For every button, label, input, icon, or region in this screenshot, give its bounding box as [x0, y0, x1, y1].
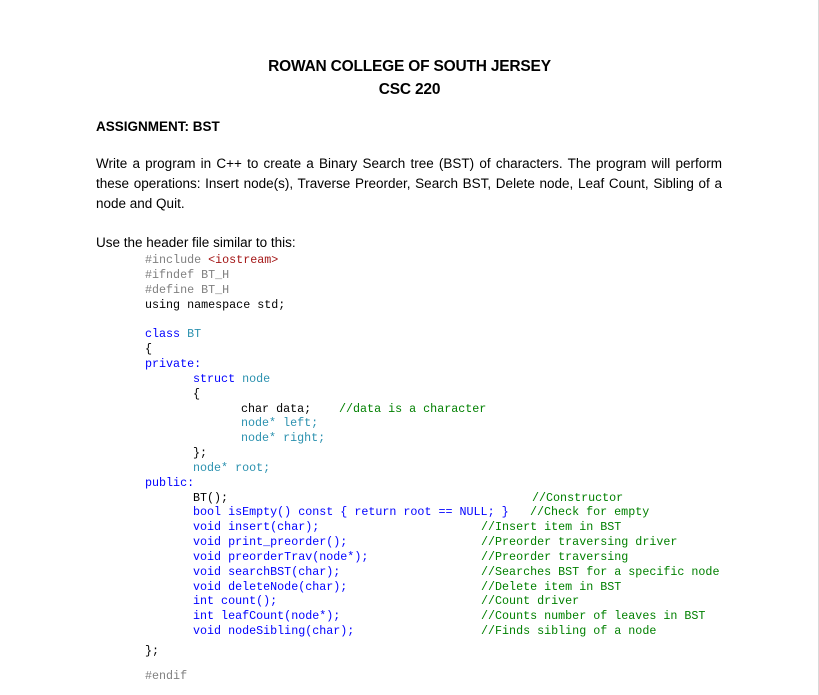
- code-line-struct-open: {: [193, 387, 201, 401]
- method-comment: //Check for empty: [530, 505, 650, 519]
- method-signature: int count();: [193, 594, 278, 608]
- code-line-field-left: node* left;: [241, 416, 319, 430]
- method-signature: void nodeSibling(char);: [193, 624, 355, 638]
- code-line-endif: #endif: [145, 669, 188, 683]
- method-signature: void insert(char);: [193, 520, 320, 534]
- code-line-include: #include <iostream>: [145, 253, 279, 267]
- method-comment: //Preorder traversing: [481, 550, 629, 564]
- method-signature: bool isEmpty() const { return root == NULL; }: [193, 505, 509, 519]
- code-line-struct-close: };: [193, 446, 208, 460]
- code-line-class-open: {: [145, 342, 153, 356]
- code-line-struct: struct node: [193, 372, 271, 386]
- college-title: ROWAN COLLEGE OF SOUTH JERSEY: [268, 58, 551, 75]
- assignment-description: Write a program in C++ to create a Binary Search tree (BST) of characters. The program will perform these operations: Insert node(s), Traverse Preorder, Search BST, Delete node, Leaf Count, Sibling of a node and Quit.: [96, 156, 722, 211]
- code-line-root: node* root;: [193, 461, 271, 475]
- code-line-using: using namespace std;: [145, 298, 286, 312]
- method-signature: BT();: [193, 491, 229, 505]
- method-comment: //Counts number of leaves in BST: [481, 609, 706, 623]
- code-line-class-close: };: [145, 644, 160, 658]
- code-line-field-data: char data;: [241, 402, 312, 416]
- code-line-class: class BT: [145, 327, 202, 341]
- code-line-private: private:: [145, 357, 202, 371]
- method-signature: void searchBST(char);: [193, 565, 341, 579]
- method-comment: //Delete item in BST: [481, 580, 622, 594]
- code-line-define: #define BT_H: [145, 283, 230, 297]
- course-title: CSC 220: [378, 81, 441, 98]
- code-line-ifndef: #ifndef BT_H: [145, 268, 230, 282]
- method-signature: void deleteNode(char);: [193, 580, 348, 594]
- method-signature: void preorderTrav(node*);: [193, 550, 369, 564]
- method-comment: //Searches BST for a specific node: [481, 565, 720, 579]
- method-signature: void print_preorder();: [193, 535, 348, 549]
- assignment-heading: ASSIGNMENT: BST: [96, 119, 220, 134]
- method-comment: //Count driver: [481, 594, 580, 608]
- method-comment: //Finds sibling of a node: [481, 624, 657, 638]
- method-comment: //Preorder traversing driver: [481, 535, 678, 549]
- method-comment: //Insert item in BST: [481, 520, 622, 534]
- method-signature: int leafCount(node*);: [193, 609, 341, 623]
- method-comment: //Constructor: [532, 491, 624, 505]
- code-comment-field-data: //data is a character: [339, 402, 487, 416]
- use-header-instruction: Use the header file similar to this:: [96, 235, 296, 250]
- code-line-field-right: node* right;: [241, 431, 326, 445]
- code-line-public: public:: [145, 476, 195, 490]
